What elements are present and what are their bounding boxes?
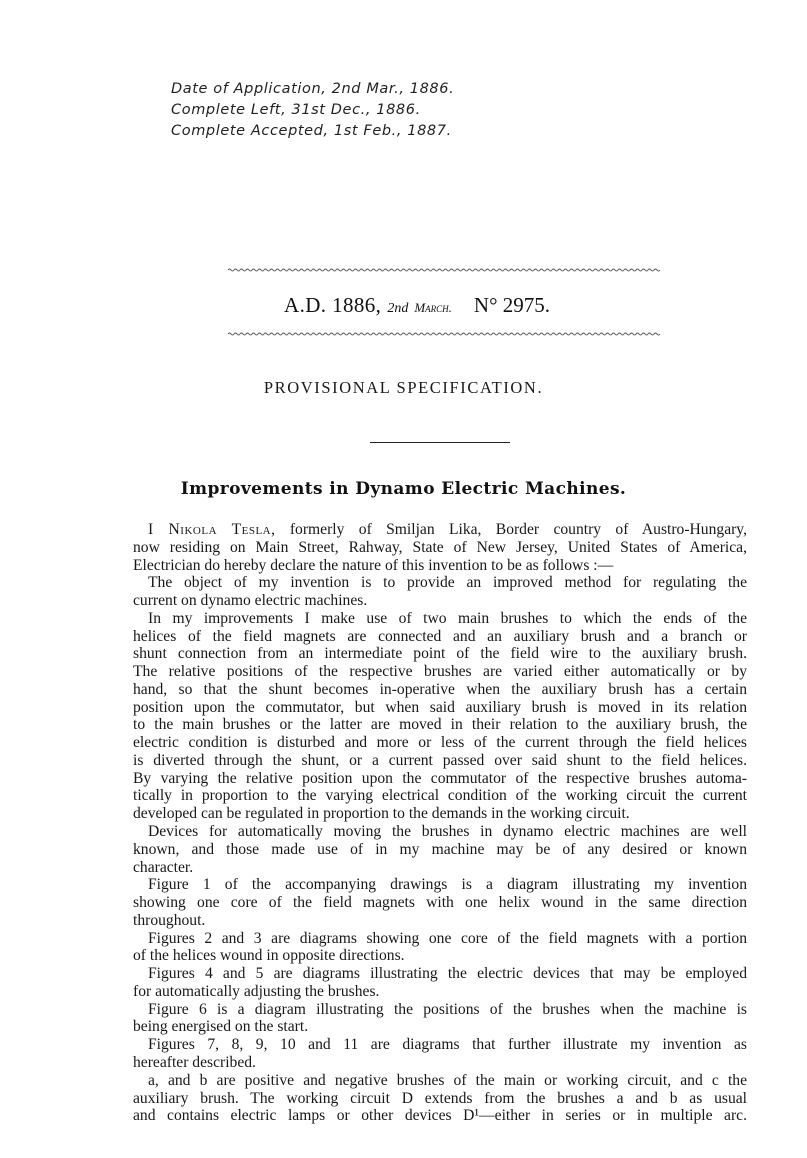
body-line: The object of my invention is to provide an improved method for regulating the (148, 574, 747, 592)
body-line: of the helices wound in opposite directions. (133, 947, 405, 965)
specification-body (133, 521, 747, 1125)
body-line: electric condition is disturbed and more or less of the current through the field helices (133, 734, 747, 752)
complete-accepted-date: Complete Accepted, 1st Feb., 1887. (171, 123, 452, 139)
body-line: In my improvements I make use of two main brushes to which the ends of the (148, 609, 747, 627)
body-line: known, and those made use of in my machine may be of any desired or known (133, 840, 747, 858)
body-line: is diverted through the shunt, or a current passed over said shunt to the field helices. (133, 751, 747, 769)
body-line: to the main brushes or the latter are moved in their relation to the auxiliary brush, the (133, 716, 747, 734)
specification-number-line (284, 293, 614, 321)
body-line: tically in proportion to the varying electrical condition of the working circuit the current (133, 787, 747, 805)
body-line: Figures 4 and 5 are diagrams illustrating the electric devices that may be employed (148, 965, 747, 983)
inventor-name: I Nikola Tesla, (148, 521, 276, 538)
body-line: By varying the relative position upon the commutator of the respective brushes automa- (133, 769, 747, 787)
bottom-wavy-rule (228, 330, 658, 338)
body-line: hand, so that the shunt becomes in-operative when the auxiliary brush has a certain (133, 680, 747, 698)
top-wavy-rule (228, 266, 658, 274)
body-line: Figure 6 is a diagram illustrating the positions of the brushes when the machine is (148, 1000, 747, 1018)
filing-month: March. (414, 300, 452, 315)
body-line: showing one core of the field magnets with one helix wound in the same direction (133, 894, 747, 912)
body-line: throughout. (133, 911, 206, 929)
body-line: auxiliary brush. The working circuit D extends from the brushes a and b as usual (133, 1089, 747, 1107)
body-line: helices of the field magnets are connected and an auxiliary brush and a branch or (133, 627, 747, 645)
body-line: position upon the commutator, but when said auxiliary brush is moved in its relation (133, 698, 747, 716)
body-line: developed can be regulated in proportion to the demands in the working circuit. (133, 805, 630, 823)
body-line: a, and b are positive and negative brushes of the main or working circuit, and c the (148, 1071, 747, 1089)
body-line: Devices for automatically moving the brushes in dynamo electric machines are well (148, 823, 747, 841)
body-line: The relative positions of the respective brushes are varied either automatically or by (133, 663, 747, 681)
body-line: and contains electric lamps or other devices D¹—either in series or in multiple arc. (133, 1107, 747, 1125)
body-line: current on dynamo electric machines. (133, 592, 368, 610)
title-divider (370, 442, 510, 443)
body-line: for automatically adjusting the brushes. (133, 982, 380, 1000)
intro-line-3: Electrician do hereby declare the nature of this invention to be as follows :— (133, 556, 614, 574)
body-line: character. (133, 858, 194, 876)
ad-year: A.D. 1886, (284, 293, 382, 317)
intro-line-2: now residing on Main Street, Rahway, State of New Jersey, United States of America, (133, 538, 747, 556)
body-lines (133, 574, 747, 1125)
patent-number: N° 2975. (473, 293, 550, 317)
body-line: hereafter described. (133, 1053, 256, 1071)
body-line: being energised on the start. (133, 1018, 309, 1036)
complete-left-date: Complete Left, 31st Dec., 1886. (171, 102, 421, 118)
body-line: Figures 7, 8, 9, 10 and 11 are diagrams that further illustrate my invention as (148, 1036, 747, 1054)
body-line: shunt connection from an intermediate point of the field wire to the auxiliary brush. (133, 645, 747, 663)
filing-day: 2nd (387, 301, 409, 316)
body-line: Figure 1 of the accompanying drawings is a diagram illustrating my invention (148, 876, 747, 894)
intro-line-1-rest: formerly of Smiljan Lika, Border country of Austro-Hungary, (275, 521, 747, 538)
application-dates (171, 79, 454, 142)
body-line: Figures 2 and 3 are diagrams showing one core of the field magnets with a portion (148, 929, 747, 947)
date-of-application: Date of Application, 2nd Mar., 1886. (171, 81, 455, 97)
invention-title: Improvements in Dynamo Electric Machines. (180, 479, 627, 499)
intro-line-1 (133, 521, 747, 539)
specification-kind: PROVISIONAL SPECIFICATION. (263, 378, 544, 397)
